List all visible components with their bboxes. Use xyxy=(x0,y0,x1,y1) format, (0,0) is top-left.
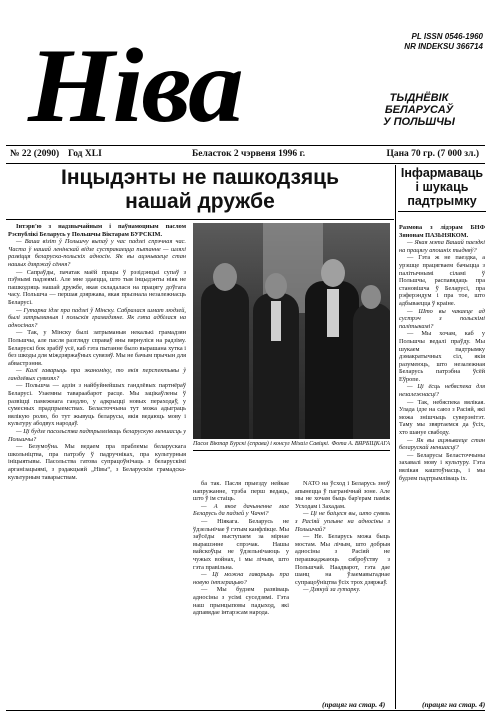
issn-line: PL ISSN 0546-1960 xyxy=(411,32,483,41)
bottom-rule xyxy=(6,710,485,711)
headline-rule xyxy=(6,219,394,220)
answer: — Так, у Мінску былі затрыманыя некалькі грамадзян Польшчы, але пасля разгляду справаў яны вярнуліся на радзіму. Беларускі бок зрабіў усё, каб гэта пытанне было вырашана хутка і без шкоды для міждзяржаўных сувязяў. Мы не бачым прычын для абвастрэння. xyxy=(8,329,186,367)
issn-block xyxy=(365,32,483,52)
question: — Якая мэта Вашай паездкі на працягу апошніх тыдняў? xyxy=(399,239,485,254)
subtitle-line: У ПОЛЬШЧЫ xyxy=(383,116,455,128)
question: — Ці ёсць небяспека для незалежнасці? xyxy=(399,383,485,399)
issue-dateline: Беласток 2 чэрвеня 1996 г. xyxy=(192,149,306,159)
caption-rule xyxy=(193,450,390,451)
article-photo xyxy=(193,223,390,439)
article-column-middle xyxy=(193,480,289,698)
answer: — Ніякага. Беларусь не ўдзельнічае ў гэтым канфлікце. Мы заўсёды выступаем за мірнае вырашэнне спрэчак. Нашы вайскоўцы не ўдзельнічаюць у чужых войнах, і мы лічым, што гэта правільна. xyxy=(193,517,289,571)
side-headline[interactable] xyxy=(398,166,486,212)
masthead-title: Ніва xyxy=(28,27,242,144)
continuation-link[interactable]: (працяг на стар. 4) xyxy=(322,700,386,709)
headline-line: нашай дружбе xyxy=(125,190,275,213)
article-column-left xyxy=(8,223,186,699)
question: — Калі гаварыць пра эканоміку, то якія перспектывы ў гандлёвых сувязях? xyxy=(8,367,186,382)
article-lead: Інтэрв'ю з надзвычайным і паўнамоцным паслом Рэспублікі Беларусь у Польшчы Віктарам БУРСКІМ. xyxy=(8,223,186,238)
answer: — Так, небяспека вялікая. Улада ідзе на саюз з Расіяй, які можа знішчыць суверэнітэт. Таму мы звяртаемся да ўсіх, хто шануе свабоду. xyxy=(399,398,485,437)
subtitle-line: ТЫДНЁВІК xyxy=(389,92,449,104)
photo-credit: Фота А. ВЯРБІЦКАГА xyxy=(331,441,390,447)
photo-caption-text: Пасол Віктар Бурскі (справа) і консул Міхаіл Савіцкі. xyxy=(193,441,330,447)
question: — Як вы ацэньваеце стан беларускай меншасці? xyxy=(399,436,485,452)
article-column-right xyxy=(295,480,390,698)
answer: — Не. Беларусь можа быць мостам. Мы лічым, што добрыя адносіны з Расіяй не перашкаджаюць сяброўству з Польшчай. Наадварот, гэта дае шанц на ўзаемавыгаднае супрацоўніцтва ўсіх трох дзяржаў. xyxy=(295,533,390,586)
issue-price: Цана 70 гр. (7 000 зл.) xyxy=(386,149,479,159)
answer: — Гэта ж не паездка, а урэшце працягваем бачыцца з палітычнымі сіламі ў Польшчы, распавядаць пра становішча ў Беларусі, пра рэферэндум і пра тое, што адбываецца ў краіне. xyxy=(399,254,485,307)
column-divider xyxy=(395,165,396,709)
issue-year: Год XLI xyxy=(68,149,102,159)
headline-line: Інцыдэнты не пашкодзяць xyxy=(61,166,339,189)
index-line: NR INDEKSU 366714 xyxy=(404,42,483,51)
question: — Ці будзе пасольства падтрымліваць беларускую меншасць у Польшчы? xyxy=(8,428,186,443)
question: — Ці не баіцеся вы, што сувязь з Расіяй уплыне на адносіны з Польшчай? xyxy=(295,510,390,533)
issue-number: № 22 (2090) xyxy=(10,149,60,159)
issue-bar xyxy=(6,145,485,164)
question: — А якое дачыненне мае Беларусь да падзей у Чачні? xyxy=(193,502,289,518)
answer: — Мы будзем развіваць адносіны з усімі суседзямі. Гэта наш прынцыповы падыход, які адпавядае інтарэсам народа. xyxy=(193,586,289,617)
answer: ба так. Пасля прыезду нейкае напружанне, трэба перш ведаць, што ў ім стаіць. xyxy=(193,480,289,503)
question: — Ці можна гаварыць пра новую інтэграцыю? xyxy=(193,571,289,586)
answer: — Польшча — адзін з найбуйнейшых гандлёвых партнёраў Беларусі. Узаемны тавараабарот расце. Мы зацікаўлены ў развіцці памежнага гандлю, у адкрыцці новых пераходаў, у сумесных прадпрыемствах. Беласточчына тут можа адыграць вялікую ролю, бо тут жывуць беларусы, якія ведаюць мову і культуру абодвух народаў. xyxy=(8,382,186,428)
side-continuation-link[interactable]: (працяг на стар. 4) xyxy=(422,700,486,709)
side-headline-line: падтрымку xyxy=(407,194,477,208)
masthead-subtitle xyxy=(354,92,484,128)
answer: — Мы хочам, каб у Польшчы ведалі праўду. Мы шукаем падтрымку дэмакратычных сіл, якія разумеюць, што незалежная Беларусь патрэбна ўсёй Еўропе. xyxy=(399,330,485,383)
side-headline-line: Інфармаваць xyxy=(400,166,484,180)
answer: — Сапраўды, пачатак маёй працы ў рэзідэнцыі супаў з пэўнымі падзеямі. Але мне здаецца, што тыя інцыдэнты ніяк не пашкодзяць нашай дружбе, якая складалася на працягу доўгага часу. Польшча — першая дзяржава, якая прызнала незалежнасць Беларусі. xyxy=(8,268,186,306)
side-article-lead: Размова з лідэрам БНФ Зянонам ПАЗЬНЯКОМ. xyxy=(399,224,485,239)
question: — Ваша візіт ў Польшчу выпаў у час падзеі спрэчная час. Часта ў нашай ленінскай відзе сустракаецца пытанне — шляхі развіцця беларуска-польскіх адносін. Як вы ацэньваеце стан нашых дзяржаў сёння? xyxy=(8,238,186,268)
answer: NATO на ўсход і Беларусь зноў апынецца ў пагранічнай зоне. Але мы не хочам быць бар'ерам паміж Усходам і Захадам. xyxy=(295,480,390,510)
answer: — Беларусы Беласточчыны захавалі мову і культуру. Гэта вялікая каштоўнасць, і мы будзем падтрымліваць іх. xyxy=(399,451,485,482)
question: — Дзякуй за гутарку. xyxy=(303,586,361,594)
answer: — Безумоўна. Мы ведаем пра праблемы беларускага школьніцтва, пра патрэбу ў падручніках, пра культурныя ініцыятывы. Пасольства гатова супрацоўнічаць з беларускімі арганізацыямі, з рэдакцыяй „Нівы“, з Беларускім грамадска-культурным таварыствам. xyxy=(8,443,186,481)
subtitle-line: БЕЛАРУСАЎ xyxy=(384,104,454,116)
question: — Гутарка ідзе пра падзеі ў Мінску. Сабралася шмат людзей, былі затрыманыя і польскія грамадзяне. Як гэта адбілася на адносінах? xyxy=(8,306,186,329)
question: — Што вы чакаеце ад сустрэч з польскімі палітыкамі? xyxy=(399,307,485,330)
side-article-text xyxy=(399,224,485,700)
side-headline-line: і шукаць xyxy=(415,180,469,194)
main-headline[interactable] xyxy=(6,166,394,214)
